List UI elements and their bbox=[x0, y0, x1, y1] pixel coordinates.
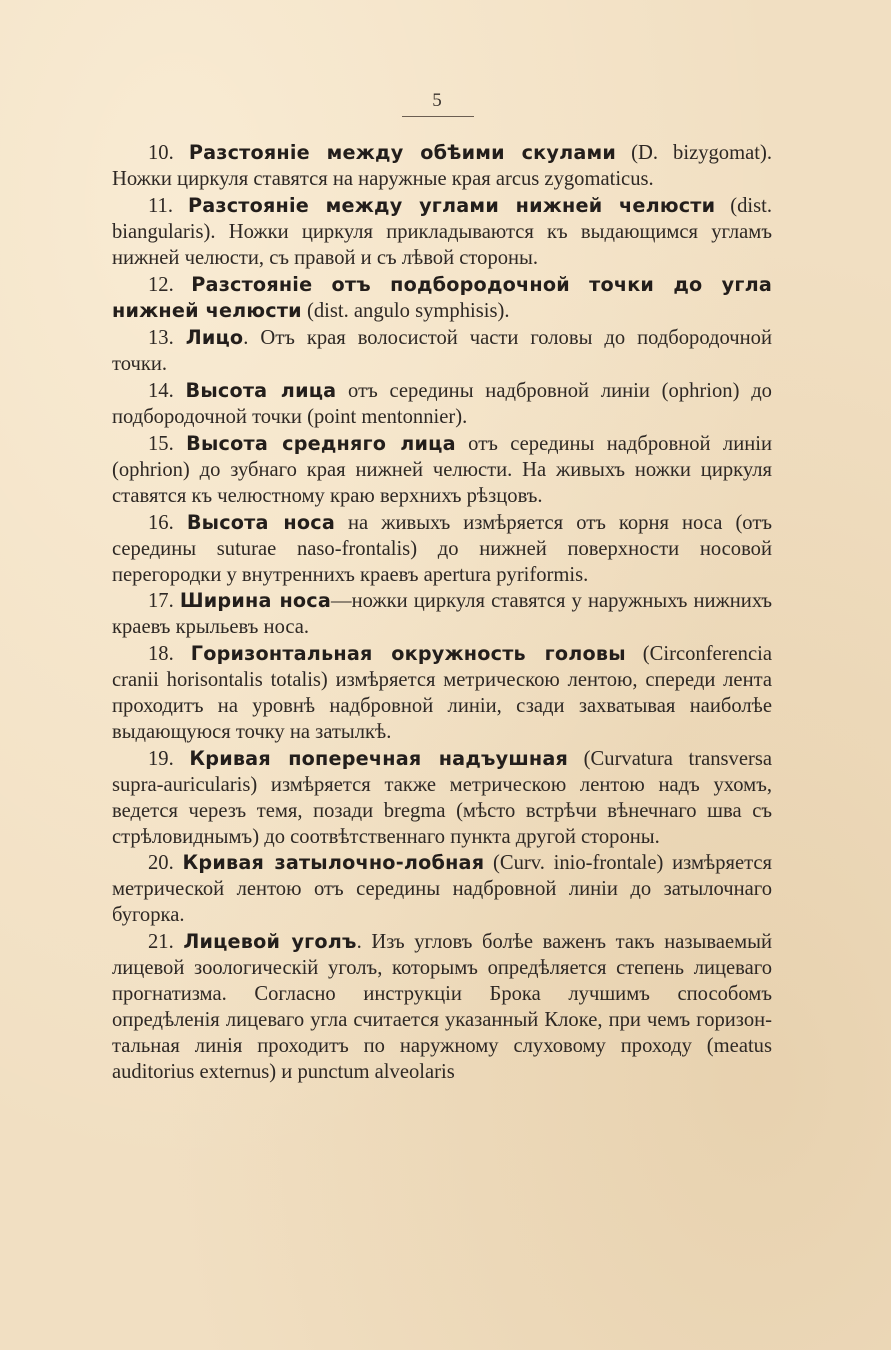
paragraph-text: (dist. angulo symphisis). bbox=[306, 300, 510, 323]
page-number-rule bbox=[402, 116, 474, 117]
paragraph-text: (Curv. inio-frontale) измѣряется метрической лентою отъ середины надбровной линiи до затылочнаго бугорка. bbox=[112, 852, 772, 927]
paragraph-12 bbox=[112, 272, 772, 326]
paragraph-text: (Curvatura transversa supra-auricularis) измѣряется также метрическою лентою надъ ухомъ, ведется черезъ темя, позади bregma (мѣсто встрѣчи вѣнечнаго шва съ стрѣловиднымъ) до соотвѣтственнаго пункта другой стороны. bbox=[112, 747, 772, 848]
paragraph-text: . Изъ угловъ болѣе важенъ такъ называемый лицевой зоологическiй уголъ, которымъ опредѣляется степень лицеваго прогнатизма. Согласно инструкцiи Брока лучшимъ способомъ опредѣленiя лицеваго угла считается указанный Клоке, при чемъ горизонтальная линiя проходитъ по наружному слуховому проходу (meatus auditorius externus) и punctum alveolaris bbox=[112, 931, 772, 1083]
term-heading: Горизонтальная окружность головы bbox=[190, 642, 626, 666]
paragraph-16 bbox=[112, 510, 772, 589]
item-number: 20. bbox=[148, 852, 174, 875]
term-heading: Кривая поперечная надъушная bbox=[189, 746, 569, 770]
item-number: 14. bbox=[148, 380, 174, 403]
item-number: 21. bbox=[148, 931, 174, 954]
paragraph-text: (dist. biangularis). Ножки циркуля прикладываются къ выдающимся угламъ нижней челюсти, съ правой и съ лѣвой стороны. bbox=[112, 194, 772, 269]
paragraph-text: отъ середины надбровной линiи (ophrion) до подбородочной точки (point mentonnier). bbox=[112, 380, 772, 429]
item-number: 18. bbox=[148, 643, 174, 666]
term-heading: Высота средняго лица bbox=[186, 431, 456, 455]
paragraph-text: отъ середины надбровной линiи (ophrion) до зубнаго края нижней челюсти. На живыхъ ножки циркуля ставятся къ челюстному краю верхнихъ рѣзцовъ. bbox=[112, 432, 772, 507]
term-heading: Высота носа bbox=[186, 510, 335, 534]
term-heading: Ширина носа bbox=[179, 589, 332, 613]
term-heading: Разстоянiе между углами нижней челюсти bbox=[187, 193, 716, 217]
paragraph-14 bbox=[112, 378, 772, 431]
item-number: 15. bbox=[148, 432, 174, 455]
paragraph-15 bbox=[112, 431, 772, 510]
body-text bbox=[112, 140, 772, 1086]
term-heading: Лицо bbox=[185, 326, 244, 350]
paragraph-18 bbox=[112, 641, 772, 746]
paragraph-17 bbox=[112, 588, 772, 641]
item-number: 12. bbox=[148, 273, 174, 296]
term-heading: Высота лица bbox=[185, 379, 337, 403]
item-number: 17. bbox=[148, 590, 174, 613]
paragraph-text: на живыхъ измѣряется отъ корня носа (отъ середины suturae naso-frontalis) до нижней поверхности носовой перегородки у внутреннихъ краевъ apertura pyriformis. bbox=[112, 511, 772, 586]
paragraph-text: (D. bizygomat). Ножки циркуля ставятся на наружные края arcus zygomaticus. bbox=[112, 142, 772, 190]
item-number: 19. bbox=[148, 747, 174, 770]
item-number: 11. bbox=[148, 194, 173, 217]
paragraph-20 bbox=[112, 850, 772, 929]
term-heading: Лицевой уголъ bbox=[183, 930, 357, 954]
paragraph-text: (Circonferencia cranii horisontalis totalis) измѣряется метрическою лентою, спереди лента проходитъ на уровнѣ надбровной линiи, сзади захватывая наиболѣе выдающуюся точку на затылкѣ. bbox=[112, 643, 772, 743]
paragraph-13 bbox=[112, 325, 772, 378]
paragraph-19 bbox=[112, 746, 772, 851]
page-number: 5 bbox=[432, 90, 442, 111]
term-heading: Кривая затылочно-лобная bbox=[182, 851, 485, 875]
paragraph-10 bbox=[112, 140, 772, 193]
paragraph-text: . Отъ края волосистой части головы до подбородочной точки. bbox=[112, 327, 772, 376]
item-number: 10. bbox=[148, 142, 174, 164]
term-heading: Разстоянiе отъ подбородочной точки до угла нижней челюсти bbox=[112, 272, 772, 323]
paragraph-text: —ножки циркуля ставятся у наружныхъ нижнихъ краевъ крыльевъ носа. bbox=[112, 590, 772, 639]
item-number: 16. bbox=[148, 511, 174, 534]
paragraph-11 bbox=[112, 193, 772, 272]
item-number: 13. bbox=[148, 327, 174, 350]
term-heading: Разстоянiе между обѣими скулами bbox=[188, 141, 616, 164]
paragraph-21 bbox=[112, 929, 772, 1085]
